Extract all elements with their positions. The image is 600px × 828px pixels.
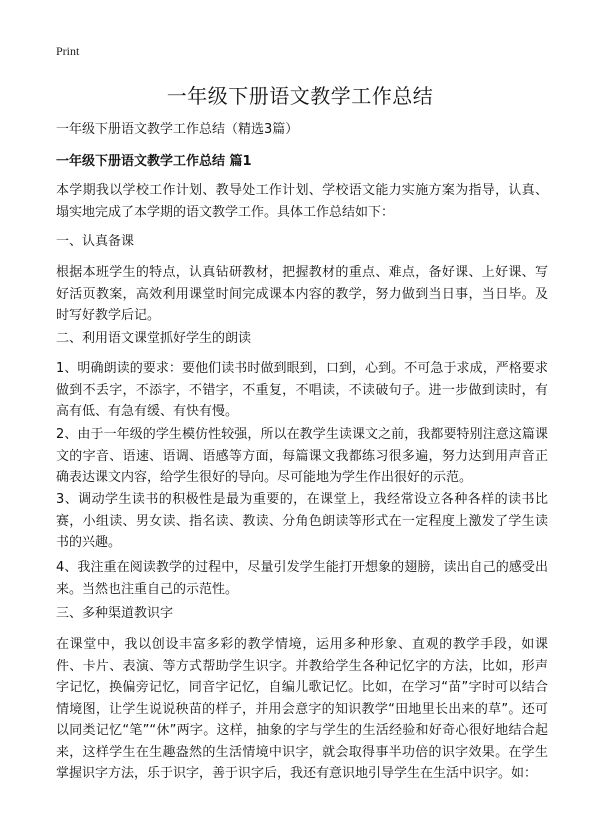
paragraph-reading-2: 2、由于一年级的学生模仿性较强，所以在教学生读课文之前，我都要特别注意这篇课文的字音、语速、语调、语感等方面，每篇课文我都练习很多遍，努力达到用声音正确表达课文内容，给学生很好的导向。尽可能地为学生作出很好的示范。 [56,427,548,485]
heading-literacy: 三、多种渠道教识字 [56,606,174,621]
paragraph-reading-3: 3、调动学生读书的积极性是最为重要的，在课堂上，我经常设立各种各样的读书比赛，小组读、男女读、指名读、教读、分角色朗读等形式在一定程度上激发了学生读书的兴趣。 [56,492,548,550]
section-title: 一年级下册语文教学工作总结 篇1 [56,154,252,169]
paragraph-intro: 本学期我以学校工作计划、教导处工作计划、学校语文能力实施方案为指导，认真、塌实地完成了本学期的语文教学工作。具体工作总结如下： [56,183,548,220]
paragraph-reading-4: 4、我注重在阅读教学的过程中，尽量引发学生能打开想象的翅膀，读出自己的感受出来。当然也注重自己的示范性。 [56,560,548,597]
document-title: 一年级下册语文教学工作总结 [166,84,434,108]
heading-preparation: 一、认真备课 [56,234,135,249]
heading-reading: 二、利用语文课堂抓好学生的朗读 [56,331,252,346]
paragraph-reading-1: 1、明确朗读的要求：要他们读书时做到眼到，口到，心到。不可急于求成，严格要求做到不丢字，不添字，不错字，不重复，不唱读，不读破句子。进一步做到读时，有高有低、有急有缓、有快有慢。 [56,361,548,419]
print-link[interactable]: Print [56,44,80,58]
document-subtitle: 一年级下册语文教学工作总结（精选3篇） [56,122,299,137]
paragraph-preparation: 根据本班学生的特点，认真钻研教材，把握教材的重点、难点，备好课、上好课、写好活页教案，高效利用课堂时间完成课本内容的教学，努力做到当日事，当日毕。及时写好教学后记。 [56,265,548,323]
paragraph-literacy: 在课堂中，我以创设丰富多彩的教学情境，运用多种形象、直观的教学手段，如课件、卡片、表演、等方式帮助学生识字。并教给学生各种记忆字的方法，比如，形声字记忆，换偏旁记忆，同音字记忆，自编儿歌记忆。比如，在学习“苗”字时可以结合情境图，让学生说说秧苗的样子，并用会意字的知识教学“田地里长出来的草”。还可以同类记忆“笔”“休”两字。这样，抽象的字与学生的生活经验和好奇心很好地结合起来，这样学生在生趣盎然的生活情境中识字，就会取得事半功倍的识字效果。在学生掌握识字方法，乐于识字，善于识字后，我还有意识地引导学生在生活中识字。如： [56,637,548,781]
